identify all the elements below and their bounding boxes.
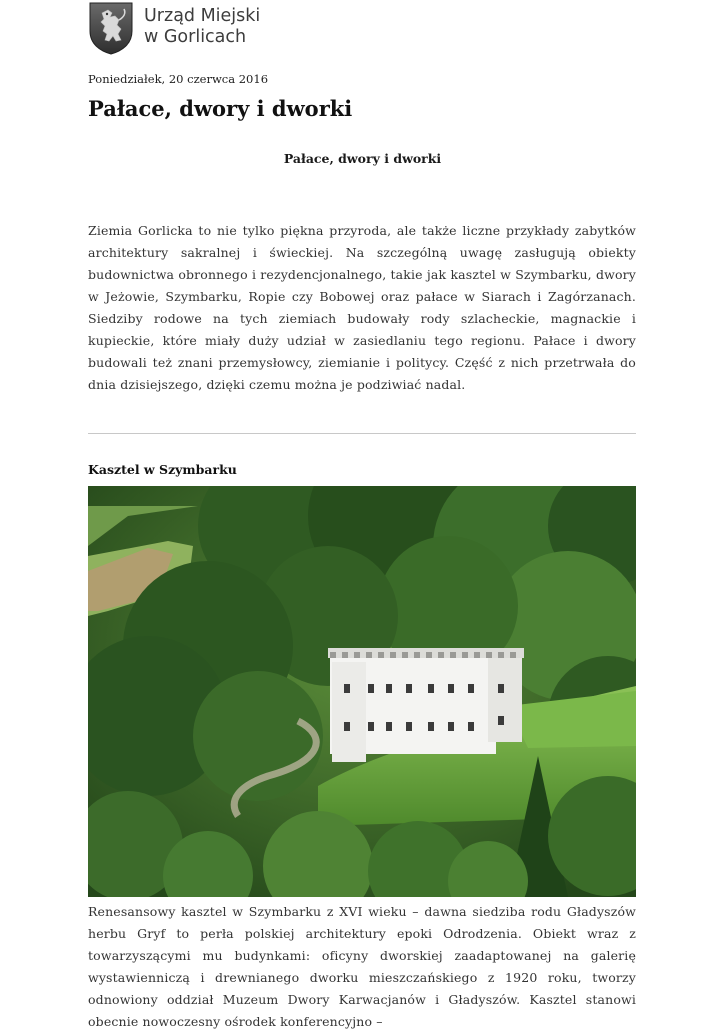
section-heading: Kasztel w Szymbarku: [88, 462, 237, 477]
castle-photo: [88, 486, 636, 897]
home-logo-link[interactable]: [88, 1, 260, 55]
logo-line-1: Urząd Miejski: [144, 6, 261, 26]
heraldic-lion-crest-icon: [88, 1, 134, 55]
photo-caption: Renesansowy kasztel w Szymbarku z XVI wieku – dawna siedziba rodu Gładyszów herbu Gryf to perła polskiej architektury epoki Odrodzenia. Obiekt wraz z towarzyszącymi mu budynkami: oficyny dworskiej zaadaptowanej na galerię wystawienniczą i drewnianego dworku mieszczańskiego z 1920 roku, tworzy odnowiony oddział Muzeum Dwory Karwacjanów i Gładyszów. Kasztel stanowi obecnie nowoczesny ośrodek konferencyjno –: [88, 904, 636, 1029]
site-header: [88, 0, 260, 56]
section-divider: [88, 433, 636, 434]
logo-line-2: w Gorlicach: [144, 27, 247, 47]
castle-landscape-image: [88, 486, 636, 897]
site-logo-text: [144, 6, 260, 48]
article-subtitle: Pałace, dwory i dworki: [283, 151, 442, 166]
article-date: Poniedziałek, 20 czerwca 2016: [88, 72, 269, 86]
page-title: Pałace, dwory i dworki: [88, 96, 353, 121]
castle-building: [328, 648, 524, 762]
intro-paragraph: Ziemia Gorlicka to nie tylko piękna przyroda, ale także liczne przykłady zabytków architektury sakralnej i świeckiej. Na szczególną uwagę zasługują obiekty budownictwa obronnego i rezydencjonalnego, takie jak kasztel w Szymbarku, dwory w Jeżowie, Szymbarku, Ropie czy Bobowej oraz pałace w Siarach i Zagórzanach. Siedziby rodowe na tych ziemiach budowały rody szlacheckie, magnackie i kupieckie, które miały duży udział w zasiedlaniu tego regionu. Pałace i dwory budowali też znani przemysłowcy, ziemianie i politycy. Część z nich przetrwała do dnia dzisiejszego, dzięki czemu można je podziwiać nadal.: [88, 223, 636, 392]
